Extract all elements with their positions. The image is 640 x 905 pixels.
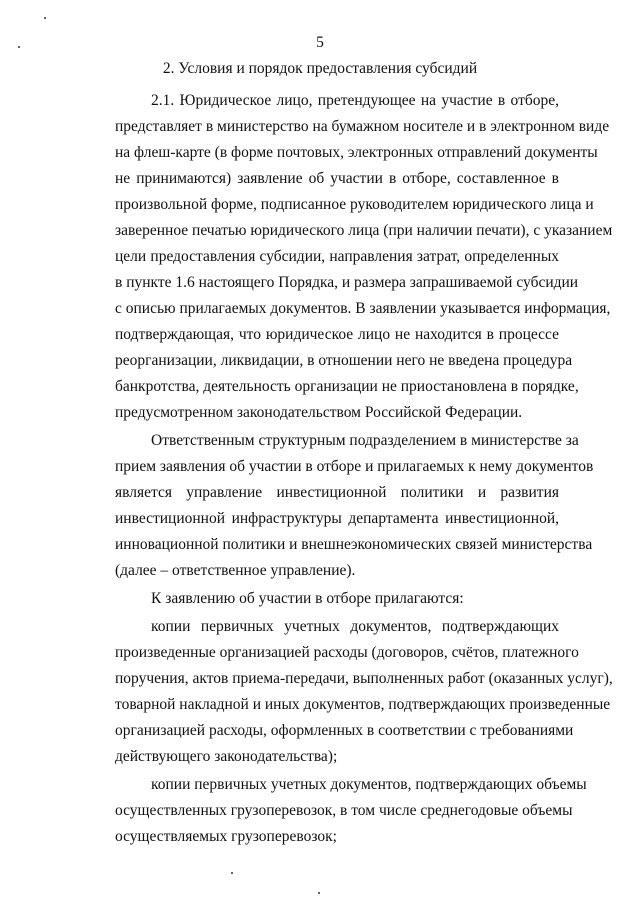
text-line: на флеш-карте (в форме почтовых, электронных отправлений документы bbox=[115, 144, 598, 161]
text-line: заверенное печатью юридического лица (при наличии печати), с указанием bbox=[115, 222, 613, 239]
text-line: (далее – ответственное управление). bbox=[115, 562, 356, 579]
text-line: осуществленных грузоперевозок, в том числе среднегодовые объемы bbox=[115, 802, 573, 819]
text-line: реорганизации, ликвидации, в отношении него не введена процедура bbox=[115, 352, 573, 369]
text-line: товарной накладной и иных документов, подтверждающих произведенные bbox=[115, 696, 611, 713]
text-line: Ответственным структурным подразделением в министерстве за bbox=[151, 432, 579, 449]
paragraph-attachment-2 bbox=[79, 772, 587, 850]
text-line: произвольной форме, подписанное руководителем юридического лица и bbox=[115, 196, 594, 213]
text-line: инвестиционной инфраструктуры департамента инвестиционной, bbox=[115, 510, 559, 527]
section-heading: 2. Условия и порядок предоставления субсидий bbox=[162, 60, 478, 77]
scan-speck bbox=[44, 17, 46, 19]
text-line: 2.1. Юридическое лицо, претендующее на участие в отборе, bbox=[151, 92, 559, 109]
text-line: в пункте 1.6 настоящего Порядка, и размера запрашиваемой субсидии bbox=[115, 274, 579, 291]
text-line: предусмотренном законодательством Российской Федерации. bbox=[115, 404, 523, 421]
text-line: банкротства, деятельность организации не приостановлена в порядке, bbox=[115, 378, 579, 395]
scan-speck bbox=[318, 892, 320, 894]
text-line: поручения, актов приема-передачи, выполненных работ (оказанных услуг), bbox=[115, 670, 613, 687]
body-text bbox=[79, 88, 613, 850]
scan-speck bbox=[18, 46, 20, 48]
text-line: действующего законодательства); bbox=[115, 748, 338, 765]
paragraph-responsible-unit bbox=[79, 428, 594, 584]
text-line: копии первичных учетных документов, подтверждающих объемы bbox=[151, 776, 587, 793]
paragraph-attachments-intro bbox=[79, 586, 559, 612]
text-line: является управление инвестиционной политики и развития bbox=[115, 484, 559, 501]
paragraph-2-1 bbox=[79, 88, 613, 426]
scan-speck bbox=[231, 872, 233, 874]
page-number: 5 bbox=[316, 34, 324, 51]
paragraph-attachment-1 bbox=[79, 614, 613, 770]
text-line: не принимаются) заявление об участии в отборе, составленное в bbox=[115, 170, 559, 187]
text-line: организацией расходы, оформленных в соответствии с требованиями bbox=[115, 722, 574, 739]
text-line: К заявлению об участии в отборе прилагаются: bbox=[151, 590, 464, 607]
text-line: инновационной политики и внешнеэкономических связей министерства bbox=[115, 536, 593, 553]
text-line: с описью прилагаемых документов. В заявлении указывается информация, bbox=[115, 300, 611, 317]
text-line: представляет в министерство на бумажном носителе и в электронном виде bbox=[115, 118, 610, 135]
text-line: копии первичных учетных документов, подтверждающих bbox=[151, 618, 559, 635]
text-line: цели предоставления субсидии, направления затрат, определенных bbox=[115, 248, 559, 265]
text-line: произведенные организацией расходы (договоров, счётов, платежного bbox=[115, 644, 579, 661]
text-line: подтверждающая, что юридическое лицо не находится в процессе bbox=[115, 326, 559, 343]
text-line: осуществляемых грузоперевозок; bbox=[115, 828, 337, 845]
text-line: прием заявления об участии в отборе и прилагаемых к нему документов bbox=[115, 458, 594, 475]
